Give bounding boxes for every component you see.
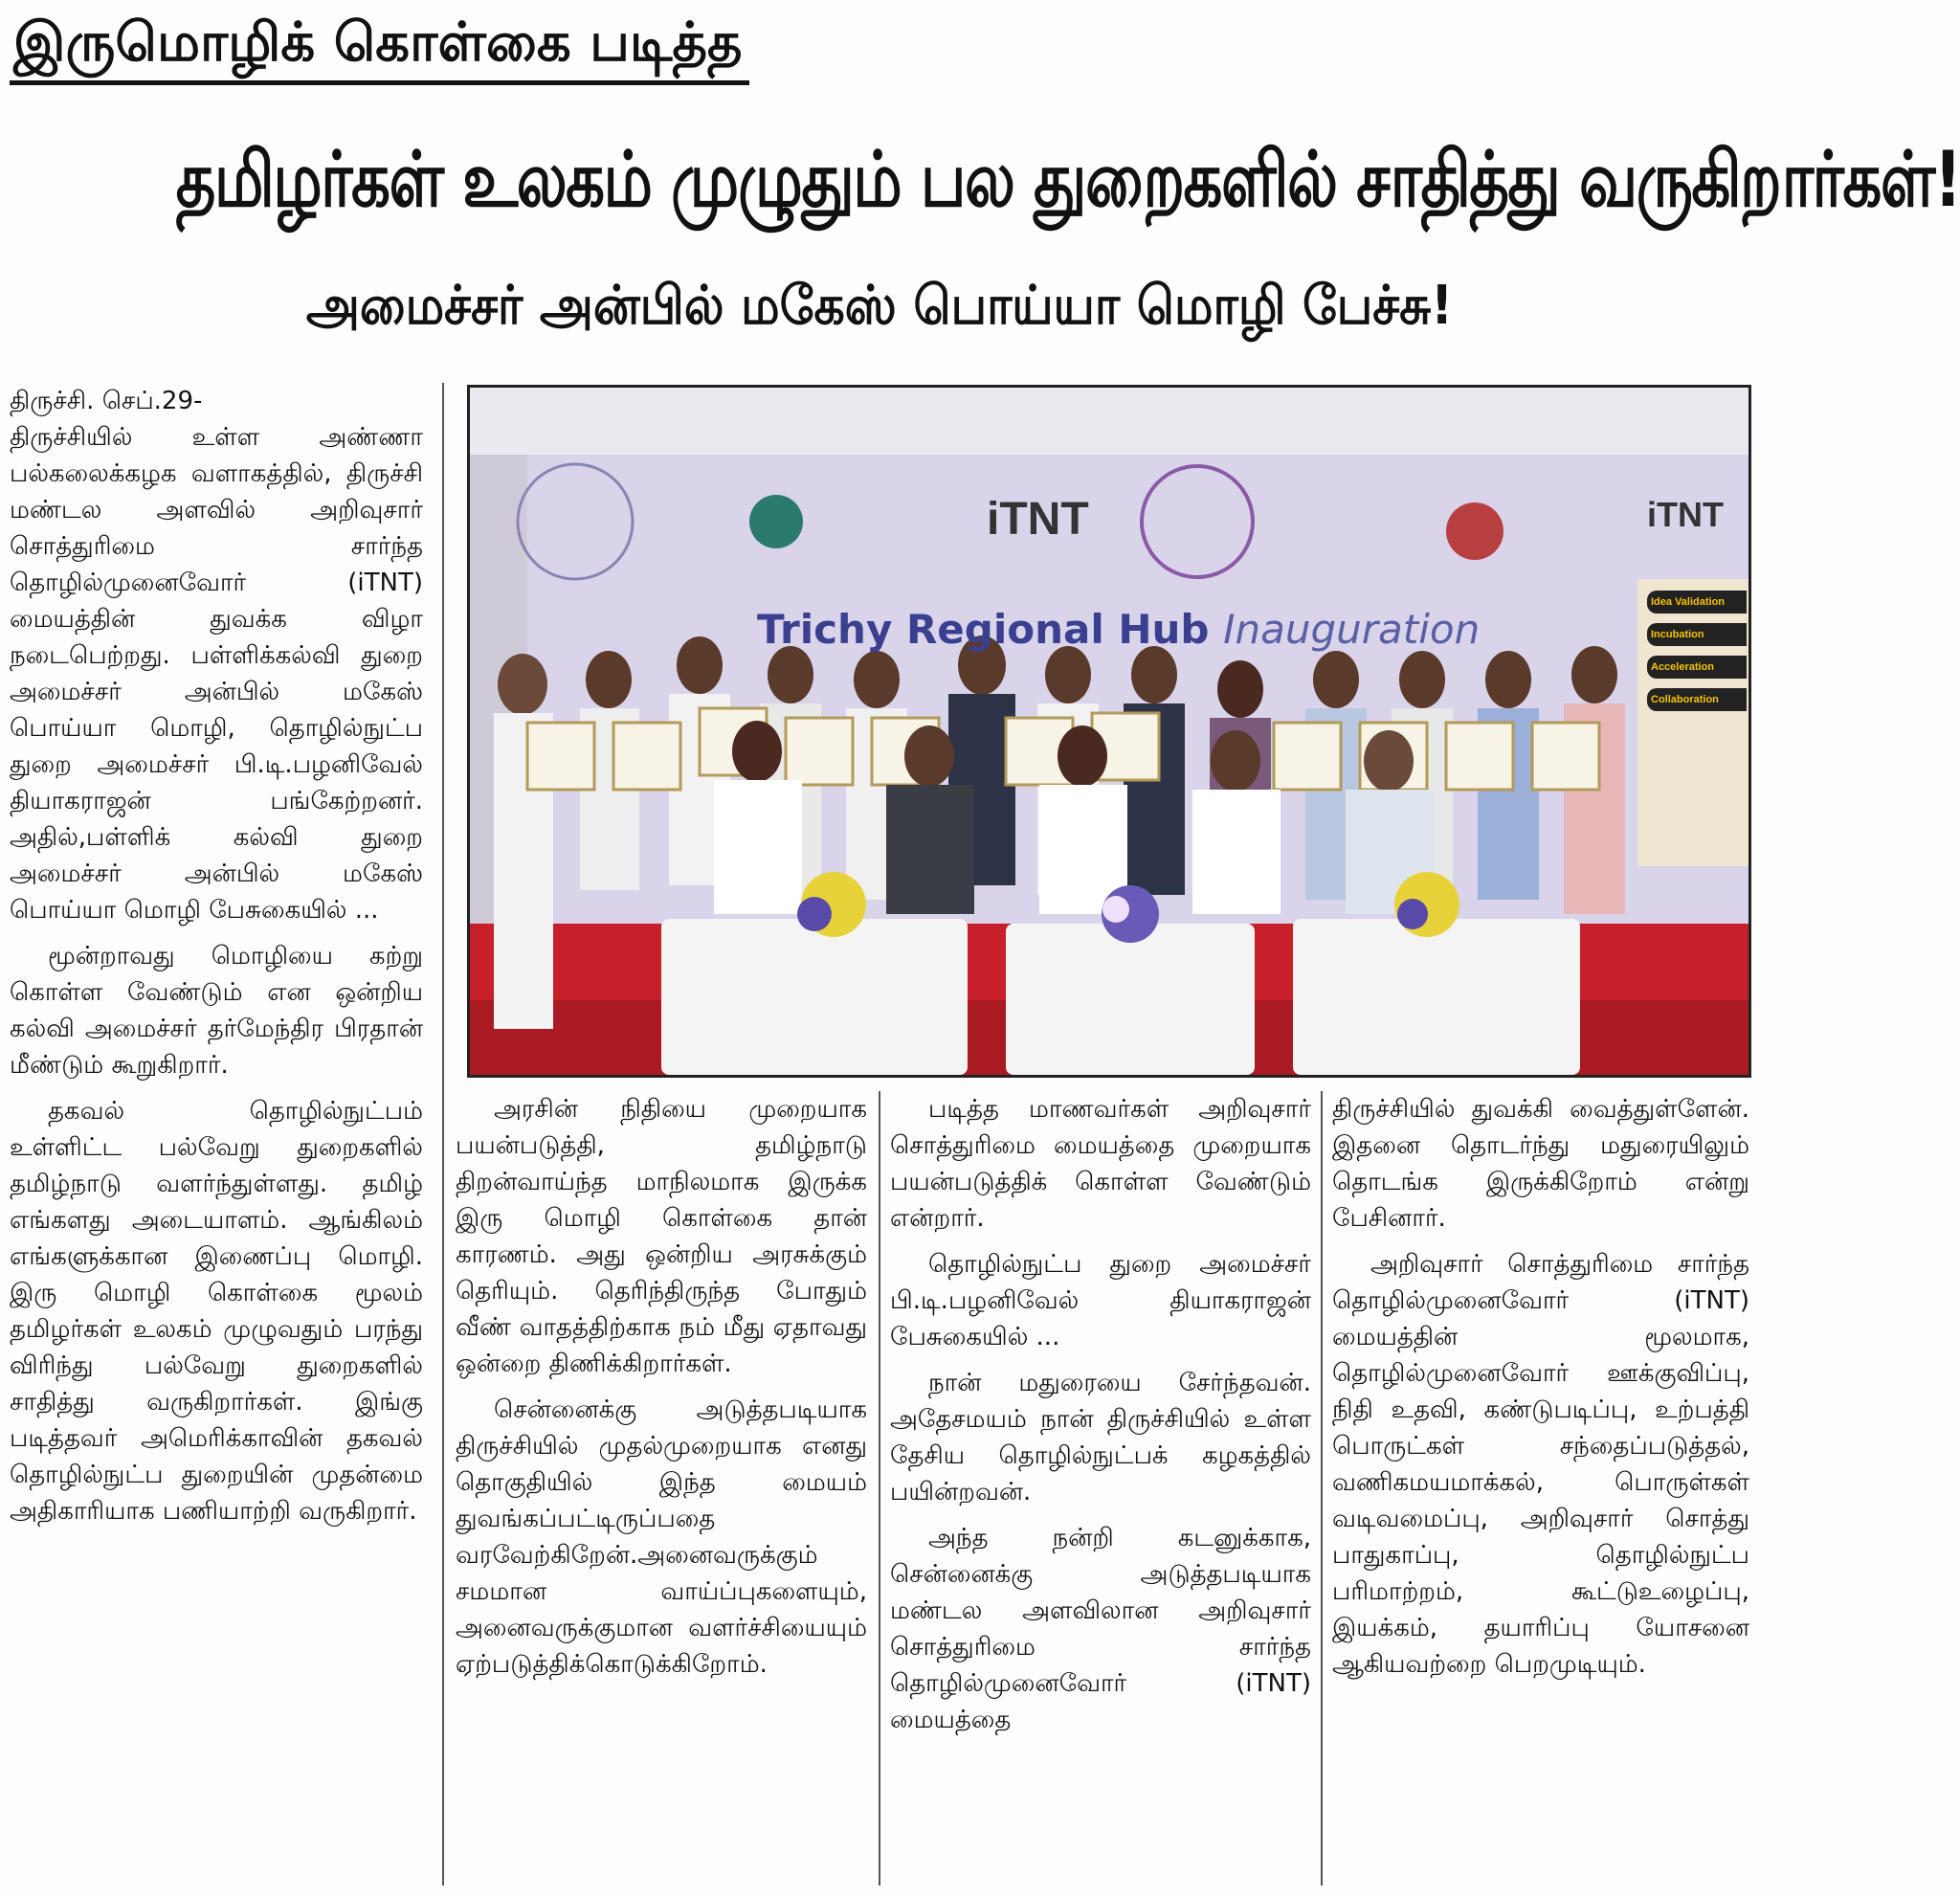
kicker-headline: இருமொழிக் கொள்கை படித்த <box>10 6 749 85</box>
photo-illustration <box>470 388 1748 1075</box>
column-3 <box>890 1091 1311 1886</box>
event-photo <box>467 385 1751 1078</box>
itnt-logo: iTNT <box>987 494 1089 545</box>
backdrop-title-italic: Inauguration <box>1223 606 1481 653</box>
main-headline: தமிழர்கள் உலகம் முழுதும் பல துறைகளில் சாதித்து வருகிறார்கள்! <box>175 135 1960 224</box>
stage-list <box>1647 591 1747 721</box>
col4-paragraph-1: திருச்சியில் துவக்கி வைத்துள்ளேன். இதனை தொடர்ந்து மதுரையிலும் தொடங்க இருக்கிறோம் என்று பேசினார். <box>1332 1095 1749 1233</box>
col1-top-paragraph: திருச்சியில் உள்ள அண்ணா பல்கலைக்கழக வளாகத்தில், திருச்சி மண்டல அளவில் அறிவுசார் சொத்துரிமை சார்ந்த தொழில்முனைவோர் (iTNT) மையத்தின் துவக்க விழா நடைபெற்றது. பள்ளிக்கல்வி துறை அமைச்சர் அன்பில் மகேஸ் பொய்யா மொழி, தொழில்நுட்ப துறை அமைச்சர் பி.டி.பழனிவேல் தியாகராஜன் பங்கேற்றனர். அதில்,பள்ளிக் கல்வி துறை அமைச்சர் அன்பில் மகேஸ் பொய்யா மொழி பேசுகையில் ... <box>10 423 423 925</box>
column-2 <box>456 1091 867 1886</box>
col3-paragraph-1: படித்த மாணவர்கள் அறிவுசார் சொத்துரிமை மையத்தை முறையாக பயன்படுத்திக் கொள்ள வேண்டும் என்றார். <box>890 1095 1311 1233</box>
itnt-logo-right: iTNT <box>1647 495 1724 534</box>
stage-item: Incubation <box>1647 623 1747 646</box>
col3-paragraph-4: அந்த நன்றி கடனுக்காக, சென்னைக்கு அடுத்தபடியாக மண்டல அளவிலான அறிவுசார் சொத்துரிமை சார்ந்த தொழில்முனைவோர் (iTNT) மையத்தை <box>890 1524 1311 1734</box>
backdrop-title <box>757 606 1480 653</box>
sub-headline: அமைச்சர் அன்பில் மகேஸ் பொய்யா மொழி பேச்சு! <box>305 275 1454 337</box>
stage-item: Idea Validation <box>1647 591 1747 614</box>
col4-paragraph-2: அறிவுசார் சொத்துரிமை சார்ந்த தொழில்முனைவோர் (iTNT) மையத்தின் மூலமாக, தொழில்முனைவோர் ஊக்குவிப்பு, நிதி உதவி, கண்டுபடிப்பு, உற்பத்தி பொருட்கள் சந்தைப்படுத்தல், வணிகமயமாக்கல், பொருள்கள் வடிவமைப்பு, அறிவுசார் சொத்து பாதுகாப்பு, தொழில்நுட்ப பரிமாற்றம், கூட்டுஉழைப்பு, இயக்கம், தயாரிப்பு யோசனை ஆகியவற்றை பெறமுடியும். <box>1332 1250 1749 1679</box>
backdrop-title-main: Trichy Regional Hub <box>757 606 1210 653</box>
col3-paragraph-2: தொழில்நுட்ப துறை அமைச்சர் பி.டி.பழனிவேல் தியாகராஜன் பேசுகையில் ... <box>890 1250 1311 1351</box>
column-rule-3 <box>1321 1091 1323 1886</box>
col3-paragraph-3: நான் மதுரையை சேர்ந்தவன். அதேசமயம் நான் திருச்சியில் உள்ள தேசிய தொழில்நுட்பக் கழகத்தில் பயின்றவன். <box>890 1369 1311 1506</box>
col2-paragraph-1: அரசின் நிதியை முறையாக பயன்படுத்தி, தமிழ்நாடு திறன்வாய்ந்த மாநிலமாக இருக்க இரு மொழி கொள்கை தான் காரணம். அது ஒன்றிய அரசுக்கும் தெரியும். தெரிந்திருந்த போதும் வீண் வாதத்திற்காக நம் மீது ஏதாவது ஒன்றை திணிக்கிறார்கள். <box>456 1095 867 1378</box>
col1-paragraph-2: தகவல் தொழில்நுட்பம் உள்ளிட்ட பல்வேறு துறைகளில் தமிழ்நாடு வளர்ந்துள்ளது. தமிழ் எங்களது அடையாளம். ஆங்கிலம் எங்களுக்கான இணைப்பு மொழி. இரு மொழி கொள்கை மூலம் தமிழர்கள் உலகம் முழுவதும் பரந்து விரிந்து பல்வேறு துறைகளில் சாதித்து வருகிறார்கள். இங்கு படித்தவர் அமெரிக்காவின் தகவல் தொழில்நுட்ப துறையின் முதன்மை அதிகாரியாக பணியாற்றி வருகிறார். <box>10 1097 423 1526</box>
dateline: திருச்சி. செப்.29- <box>10 387 203 415</box>
stage-item: Collaboration <box>1647 688 1747 711</box>
stage-item: Acceleration <box>1647 656 1747 679</box>
column-rule-1 <box>442 383 444 1886</box>
col2-paragraph-2: சென்னைக்கு அடுத்தபடியாக திருச்சியில் முதல்முறையாக எனது தொகுதியில் இந்த மையம் துவங்கப்பட்டிருப்பதை வரவேற்கிறேன்.அனைவருக்கும் சமமான வாய்ப்புகளையும், அனைவருக்குமான வளர்ச்சியையும் ஏற்படுத்திக்கொடுக்கிறோம். <box>456 1395 867 1679</box>
column-4 <box>1332 1091 1749 1886</box>
col1-paragraph-1: மூன்றாவது மொழியை கற்று கொள்ள வேண்டும் என ஒன்றிய கல்வி அமைச்சர் தர்மேந்திர பிரதான் மீண்டும் கூறுகிறார். <box>10 942 423 1080</box>
column-rule-2 <box>879 1091 880 1886</box>
column-1 <box>10 383 423 1895</box>
